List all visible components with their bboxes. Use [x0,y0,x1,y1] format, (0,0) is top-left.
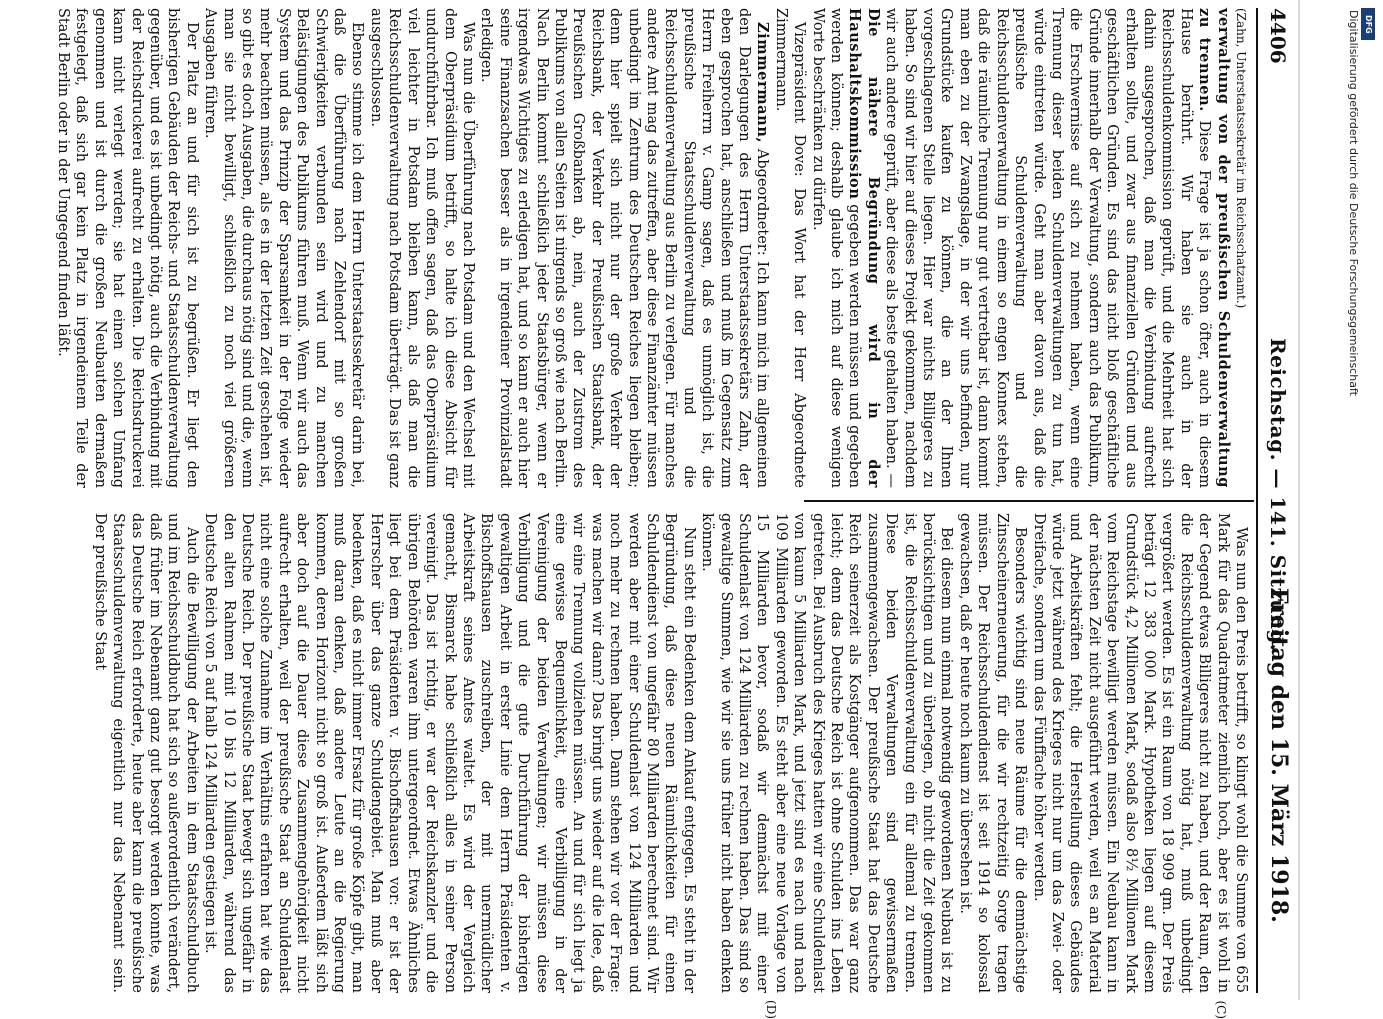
margin-marker-c: (C) [1212,1000,1230,1019]
paragraph: Ebenso stimme ich dem Herrn Unterstaatssekretär darin bei, daß die Überführung nach Zehlendorf mit so großen Schwierigkeiten verbunden sein wird und zu manchen Belästigungen des Publikums führen muß. Wenn wir auch das System und das Prinzip der Sparsamkeit in der Folge wieder mehr beachten müssen, als es in der letzten Zeit geschehen ist, so gibt es doch Ausgaben, die durchaus nötig sind und die, wenn man sie nicht bewilligt, schließlich zu noch viel größeren Ausgaben führen. [201,8,367,488]
paragraph: Der Platz an und für sich ist zu begrüßen. Er liegt den bisherigen Gebäuden der Reichs- und Staatsschuldenverwaltung gegenüber, und es ist unbedingt nötig, auch die Verbindung mit der Reichsdruckerei aufrecht zu erhalten. Die Reichsdruckerei kann nicht verlegt werden; sie hat einen solchen Umfang genommen und ist durch die großen Neubauten dermaßen festgelegt, daß sich gar kein Platz in irgendeinem Teile der Stadt Berlin oder in der Umgegend finden läßt. [54,8,201,488]
paragraph: Bei diesem nun einmal notwendig gewordenen Neubau ist zu berücksichtigen und zu überlegen, ob nicht die Zeit gekommen ist, die Reichsschuldenverwaltung ein für allemal zu trennen. Diese beiden Verwaltungen sind gewissermaßen zusammengewachsen. Der preußische Staat hat das Deutsche Reich seinerzeit als Kostgänger aufgenommen. Das war ganz leicht; denn das Deutsche Reich ist ohne Schulden ins Leben getreten. Bei Ausbruch des Krieges hatten wir eine Schuldenlast von kaum 5 Milliarden Mark, und jetzt sind es nach und nach 109 Milliarden geworden. Es steht aber eine neue Vorlage von 15 Milliarden bevor, sodaß wir demnächst mit einer Schuldenlast von 124 Milliarden zu rechnen haben. Das sind so gewaltige Summen, wie wir sie uns früher nicht haben denken können. [698,513,956,993]
page-number: 4406 [1266,8,1290,64]
paragraph: Was nun die Überführung nach Potsdam und den Wechsel mit dem Oberpräsidium betrifft, so halte ich diese Absicht für undurchführbar. Ich muß offen sagen, daß das Oberpräsidium viel leichter in Potsdam bleiben kann, als daß man die Reichsschuldenverwaltung nach Potsdam überträgt. Das ist ganz ausgeschlossen. [367,8,477,488]
speaker-note: (Zahn, Unterstaatssekretär im Reichsschatzamt.) [1232,8,1250,488]
left-column [54,8,1250,488]
issue-date: Freitag den 15. März 1918. [1266,588,1292,923]
right-column [90,513,1250,993]
margin-marker-d: (D) [762,1000,780,1019]
paragraph: Auch die Bewilligung der Arbeiten in dem Staatsschuldbuch und im Reichsschuldbuch hat sich so außerordentlich verändert, daß früher im Nebenamt ganz gut besorgt werden konnte, was das Deutsche Reich erforderte, heute aber kann die preußische Staatsschuldenverwaltung eigentlich nur das Nebenamt sein. Der preußische Staat [90,513,200,993]
column-rule [804,500,1254,502]
paragraph: Zimmermann, Abgeordneter: Ich kann mich im allgemeinen den Darlegungen des Herrn Unterstaatssekretärs Zahn, der eben gesprochen hat, anschließen und muß im Gegensatz zum Herrn Freiherrn v. Gamp sagen, daß es unmöglich ist, die preußische Staatsschuldenverwaltung und die Reichsschuldenverwaltung aus Berlin zu verlegen. Für manches andere Amt mag das zutreffen, aber diese Finanzämter müssen unbedingt im Zentrum des Deutschen Reiches liegen bleiben; denn hier spielt sich nicht nur der große Verkehr der Reichsbank, der Verkehr der Preußischen Staatsbank, der Preußischen Großbanken ab, nein, auch der Zustrom des Publikums von allen Seiten ist nirgends so groß wie nach Berlin. Nach Berlin kommt schließlich jeder Staatsbürger, wenn er irgendwas Wichtiges zu erledigen hat, und so kann er auch hier seine Finanzsachen besser als in irgendeiner Provinzialstadt erledigen. [477,8,772,488]
paragraph: Nun steht ein Bedenken dem Ankauf entgegen. Es steht in der Begründung, daß diese neuen Räumlichkeiten für einen Schuldendienst von ungefähr 80 Milliarden berechnet sind. Wir werden aber mit einer Schuldenlast von 124 Milliarden und noch mehr zu rechnen haben. Dann stehen wir vor der Frage: was machen wir dann? Das bringt uns wieder auf die Idee, daß wir eine Trennung vollziehen müssen. An und für sich liegt ja eine gewisse Bequemlichkeit, eine Verbilligung in der Vereinigung der beiden Verwaltungen; wir müssen diese Verbilligung und die gute Durchführung der bisherigen gewaltigen Arbeit in erster Linie dem Herrn Präsidenten v. Bischoffshausen zuschreiben, der mit unermüdlicher Arbeitskraft seines Amtes waltet. Es wird der Vergleich gemacht, Bismarck habe schließlich alles in seiner Person vereinigt. Das ist richtig, er war der Reichskanzler und die übrigen Behörden waren ihm untergeordnet. Etwas Ähnliches liegt bei dem Präsidenten v. Bischoffshausen vor: er ist der Herrscher über das ganze Schuldengebiet. Man muß aber bedenken, daß es nicht immer Ersatz für große Köpfe gibt, man muß daran denken, daß andere Leute an die Regierung kommen, deren Horizont nicht so groß ist. Außerdem läßt sich aber doch auf die Dauer diese Zusammengehörigkeit nicht aufrecht erhalten, weil der preußische Staat an Schuldenlast nicht eine solche Zunahme im Verhältnis erfahren hat wie das Deutsche Reich. Der preußische Staat bewegt sich ungefähr in den alten Rahmen mit 10 bis 12 Milliarden, während das Deutsche Reich von 5 auf halb 124 Milliarden gestiegen ist. [201,513,698,993]
header-rule [1256,8,1258,993]
newspaper-page [38,8,1300,993]
running-title: Reichstag. — 141. Sitzung. [1266,338,1290,651]
paragraph: Vizepräsident Dove: Das Wort hat der Herr Abgeordnete Zimmermann. [771,8,808,488]
paragraph: verwaltung von der preußischen Schuldenverwaltung zu trennen. Diese Frage ist ja schon öfter, auch in diesem Hause berührt. Wir haben sie auch in der Reichsschuldenkommission geprüft, und die Mehrheit hat sich dahin ausgesprochen, daß man die Verbindung aufrecht erhalten sollte, und zwar aus finanziellen Gründen und aus geschäftlichen Gründen. Es sind das nicht bloß geschäftliche Gründe innerhalb der Verwaltung, sondern auch das Publikum, die Erschwernisse auf sich zu nehmen haben, wenn eine Trennung dieser beiden Schuldenverwaltungen zu tun hat, würde eintreten würde. Geht man aber davon aus, daß die preußische Schuldenverwaltung und die Reichsschuldenverwaltung in einem so engen Konnex stehen, daß die räumliche Trennung nur gut vertretbar ist, dann kommt man eben zu der Zwangslage, in der wir uns befinden, nur Grundstücke kaufen zu können, die an der Ihnen vorgeschlagenen Stelle liegen. Hier war nichts Billigeres zu haben. So sind wir hier auf dieses Projekt gekommen, nachdem wir auch andere geprüft, aber diese als beste gehalten haben. — Die nähere Begründung wird in der Haushaltskommission gegeben werden müssen und gegeben werden können; deshalb glaube ich mich auf diese wenigen Worte beschränken zu dürfen. [808,8,1231,488]
dfg-logo: DFG [1361,8,1375,40]
page-header [1258,8,1300,993]
digitization-credit: Digitalisierung gefördert durch die Deutsche Forschungsgemeinschaft [1342,10,1360,1000]
paragraph: Besonders wichtig sind neue Räume für die demnächstige Zinsscheinerneuerung, für die wir rechtzeitig Sorge tragen müssen. Der Reichsschuldendienst ist seit 1914 so kolossal gewachsen, daß er heute noch kaum zu übersehen ist. [956,513,1030,993]
paragraph: Was nun den Preis betrifft, so klingt wohl die Summe von 655 Mark für das Quadratmeter ziemlich hoch, aber es ist wohl in der Gegend etwas Billigeres nicht zu haben, und der Raum, den die Reichsschuldenverwaltung nötig hat, muß unbedingt vergrößert werden. Es ist ein Raum von 18 909 qm. Der Preis beträgt 12 383 000 Mark. Hypotheken liegen auf diesem Grundstück 4,2 Millionen Mark, sodaß also 8½ Millionen Mark vom Reichstage bewilligt werden müssen. Ein Neubau kann in der nächsten Zeit nicht ausgeführt werden, weil es an Material und Arbeitskräften fehlt; die Herstellung dieses Gebäudes würde jetzt während des Krieges nicht nur um das Zwei- oder Dreifache, sondern um das Fünffache höher werden. [1029,513,1250,993]
